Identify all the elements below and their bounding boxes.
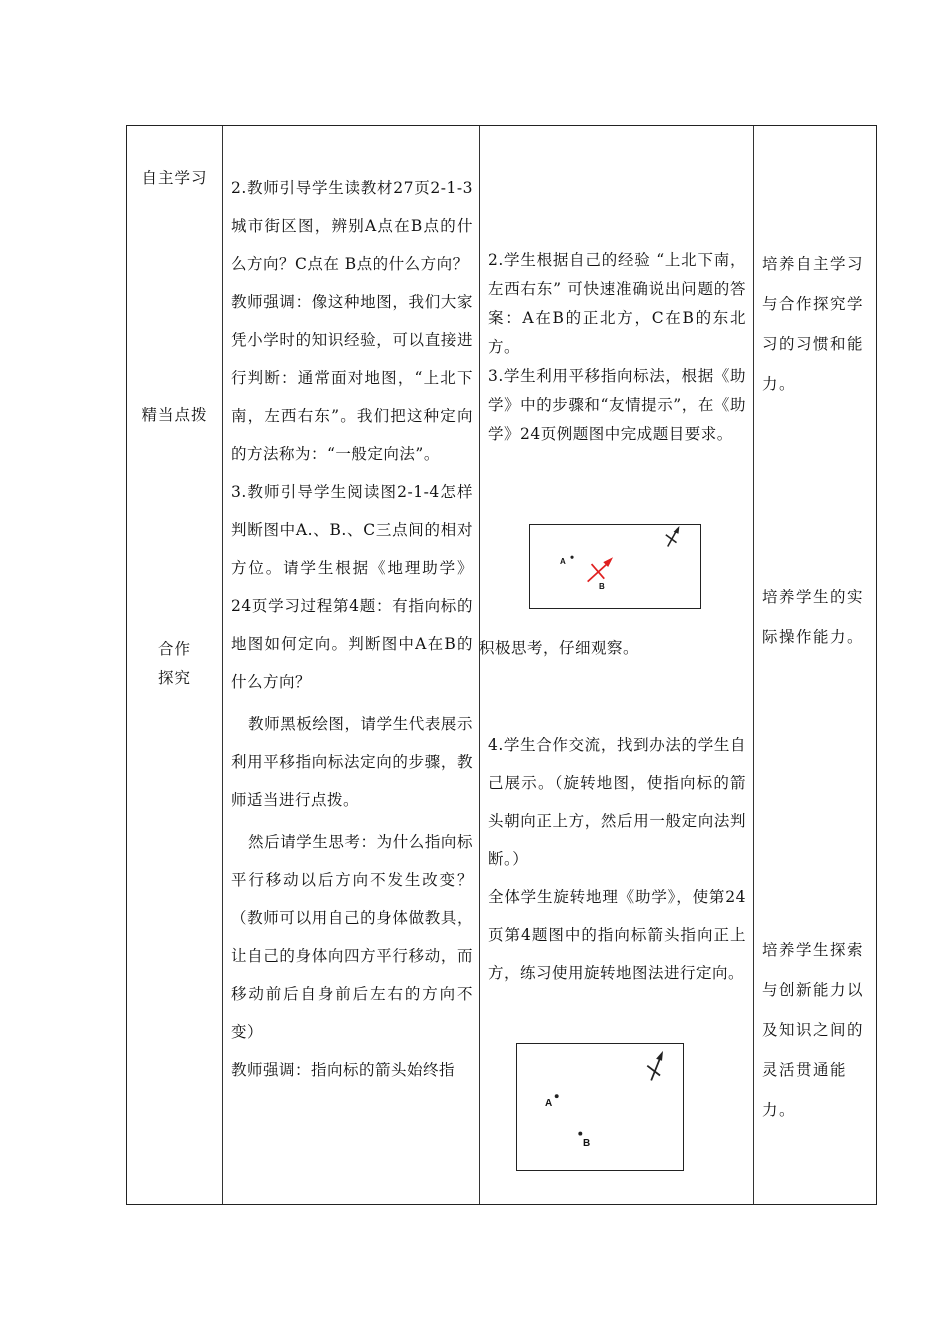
purpose-text: 培养自主学习与合作探究学习的习惯和能力。 (762, 255, 865, 393)
map-figure-rotate (516, 1043, 684, 1171)
teacher-activity-paragraph: 教师强调：指向标的箭头始终指 (231, 1061, 456, 1079)
stage-label-key-guidance: 精当点拨 (141, 406, 208, 424)
teacher-activity-paragraph: 然后请学生思考：为什么指向标平行移动以后方向不发生改变？（教师可以用自己的身体做教具，让自己的身体向四方平行移动，而移动前后自身前后左右的方向不变） (231, 833, 473, 1041)
teacher-activity-paragraph: 教师黑板绘图，请学生代表展示利用平移指向标法定向的步骤，教师适当进行点拨。 (231, 715, 473, 809)
stage-label-cooperate: 合作 (157, 640, 191, 658)
map-label-a: A (545, 1098, 553, 1109)
column-divider (222, 126, 223, 1204)
teacher-activity-paragraph: 3.教师引导学生阅读图2-1-4怎样判断图中A.、B.、C三点间的相对方位。请学生根据《地理助学》24页学习过程第4题：有指向标的地图如何定向。判断图中A在B的什么方向？ (231, 483, 473, 691)
student-activity-paragraph: 3.学生利用平移指向标法，根据《助学》中的步骤和“友情提示”，在《助学》24页例题图中完成题目要求。 (488, 367, 746, 443)
map-figure-translate-drawing (530, 525, 700, 608)
map-label-a: A (560, 557, 566, 566)
teacher-activities (231, 169, 473, 1089)
map-figure-translate (529, 524, 701, 609)
student-observe-line (479, 629, 749, 667)
lesson-table (126, 125, 877, 1205)
purpose-text: 培养学生的实际操作能力。 (762, 588, 865, 646)
map-figure-rotate-drawing (517, 1044, 683, 1170)
teacher-activity-paragraph: 教师强调：像这种地图，我们大家凭小学时的知识经验，可以直接进行判断：通常面对地图，“上北下南，左西右东”。我们把这种定向的方法称为：“一般定向法”。 (231, 293, 473, 463)
column-divider (753, 126, 754, 1204)
map-label-b: B (583, 1138, 591, 1149)
teacher-activity-paragraph: 2.教师引导学生读教材27页2-1-3 城市街区图，辨别A点在B点的什么方向？C点在 B点的什么方向？ (231, 179, 473, 273)
student-activity-paragraph: 4.学生合作交流，找到办法的学生自己展示。（旋转地图，使指向标的箭头朝向正上方，然后用一般定向法判断。） (488, 736, 746, 868)
map-label-b: B (599, 582, 605, 591)
stage-label-self-study: 自主学习 (141, 169, 208, 187)
student-activity-paragraph: 积极思考，仔细观察。 (479, 639, 640, 657)
student-activity-paragraph: 全体学生旋转地理《助学》，使第24页第4题图中的指向标箭头指向正上方，练习使用旋转地图法进行定向。 (488, 888, 746, 982)
student-activity-block (488, 726, 746, 992)
student-activity-paragraph: 2.学生根据自己的经验 “上北下南，左西右东” 可快速准确说出问题的答案：A在B的正北方，C在B的东北方。 (488, 251, 746, 356)
student-activity-block (488, 246, 746, 449)
purpose-text: 培养学生探索与创新能力以及知识之间的灵活贯通能力。 (762, 941, 865, 1119)
stage-label-explore: 探究 (157, 669, 191, 687)
